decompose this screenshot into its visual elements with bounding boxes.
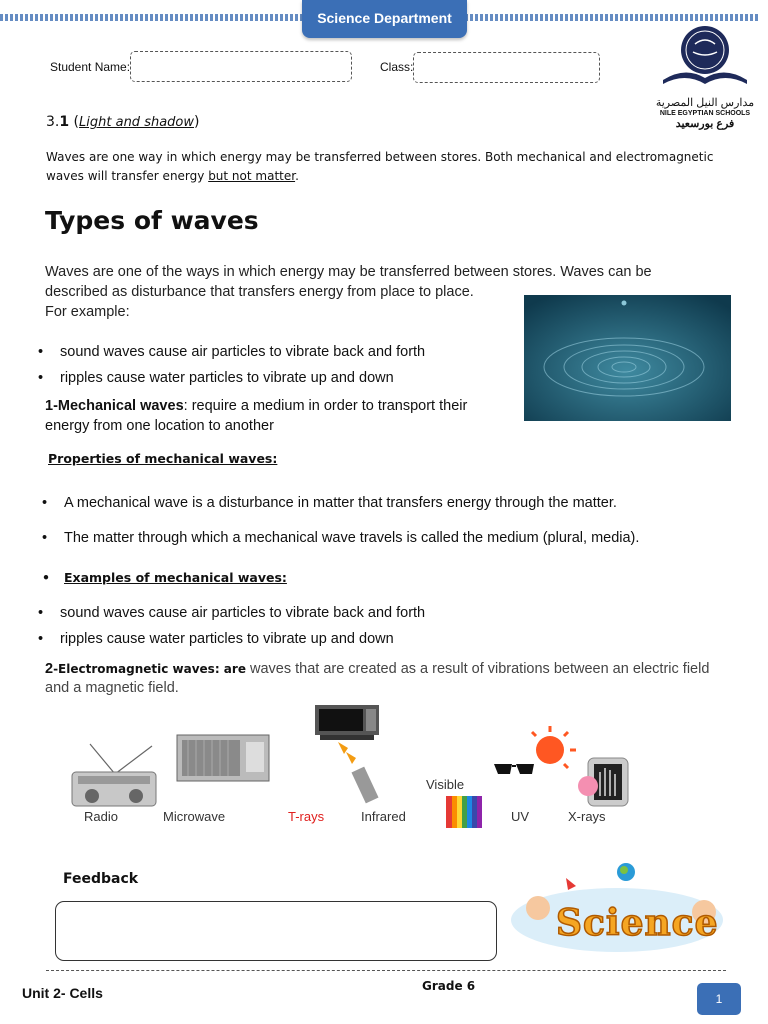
- class-label: Class:: [380, 60, 414, 74]
- department-tab: Science Department: [302, 0, 467, 38]
- em-num: 2: [45, 661, 54, 677]
- em-desc-line2: and a magnetic field.: [45, 680, 179, 696]
- examples-title: • Examples of mechanical waves:: [64, 570, 287, 585]
- student-name-field[interactable]: [130, 51, 352, 82]
- class-field[interactable]: [413, 52, 600, 83]
- television-icon: [314, 704, 380, 742]
- intro-text-a: Waves are one way in which energy may be transferred between stores. Both mechanical and electromagnetic waves will transfer energy: [46, 150, 714, 183]
- school-logo: [655, 22, 755, 132]
- properties-title: Properties of mechanical waves:: [48, 451, 278, 466]
- example-item-2: • ripples cause water particles to vibrate up and down: [60, 631, 394, 647]
- paragraph-1-line1: Waves are one of the ways in which energy may be transferred between stores. Waves can be: [45, 264, 652, 280]
- label-xrays: X-rays: [568, 809, 606, 824]
- xray-hand-icon: [570, 756, 630, 808]
- microwave-icon: [176, 734, 272, 784]
- mechanical-desc-line1: : require a medium in order to transport their: [183, 398, 468, 414]
- page-number: 1: [697, 983, 741, 1015]
- visible-spectrum-icon: [446, 796, 482, 828]
- footer-grade: Grade 6: [422, 979, 476, 993]
- paragraph-1-line2: described as disturbance that transfers energy from place to place.: [45, 284, 474, 300]
- intro-paragraph: [46, 148, 726, 186]
- intro-underlined: but not matter: [208, 169, 296, 183]
- label-uv: UV: [511, 809, 530, 824]
- property-item-2: • The matter through which a mechanical wave travels is called the medium (plural, media).: [64, 530, 639, 546]
- feedback-label: Feedback: [63, 871, 139, 887]
- paragraph-1-line3: For example:: [45, 304, 130, 320]
- intro-text-b: .: [295, 169, 299, 183]
- feedback-box[interactable]: [55, 901, 497, 961]
- em-desc-line1: waves that are created as a result of vibrations between an electric field: [245, 661, 710, 677]
- student-name-label: Student Name:: [50, 60, 131, 74]
- remote-control-icon: [332, 740, 402, 804]
- footer-unit: Unit 2- Cells: [22, 985, 103, 1001]
- water-ripple-image: [524, 295, 731, 421]
- bullet-1b: • ripples cause water particles to vibrate up and down: [60, 370, 394, 386]
- section-close-paren: ): [194, 114, 200, 130]
- label-trays: T-rays: [288, 809, 325, 824]
- science-illustration: [506, 858, 728, 958]
- section-open-paren: (: [69, 114, 80, 130]
- bullet-1a: • sound waves cause air particles to vibrate back and forth: [60, 344, 425, 360]
- mechanical-desc-line2: energy from one location to another: [45, 418, 274, 434]
- label-radio: Radio: [84, 809, 118, 824]
- label-visible: Visible: [426, 777, 465, 792]
- property-item-1: • A mechanical wave is a disturbance in matter that transfers energy through the matter.: [64, 495, 617, 511]
- sun-sunglasses-icon: [492, 724, 582, 786]
- radio-icon: [70, 742, 160, 808]
- logo-arabic-line1: مدارس النيل المصرية: [655, 97, 755, 109]
- school-emblem-icon: [655, 22, 755, 92]
- logo-english-line: NILE EGYPTIAN SCHOOLS: [659, 110, 751, 117]
- mechanical-waves-def: [45, 396, 515, 436]
- section-number-bold: 1: [59, 114, 70, 130]
- page-heading: Types of waves: [45, 206, 259, 235]
- example-item-1: • sound waves cause air particles to vibrate back and forth: [60, 605, 425, 621]
- em-spectrum-illustration: [60, 700, 650, 835]
- logo-arabic-line2: فرع بورسعيد: [675, 118, 735, 130]
- section-number-prefix: 3.: [46, 114, 60, 130]
- footer-divider: [46, 970, 726, 971]
- science-word: Science: [556, 902, 719, 944]
- label-infrared: Infrared: [361, 809, 406, 824]
- label-microwave: Microwave: [163, 809, 226, 824]
- em-title: -Electromagnetic waves: are: [53, 662, 246, 676]
- section-label: [46, 114, 199, 130]
- section-topic: Light and shadow: [79, 115, 195, 130]
- electromagnetic-def: [45, 660, 735, 698]
- water-ripple-icon: [524, 295, 731, 421]
- mechanical-title: 1-Mechanical waves: [45, 398, 184, 414]
